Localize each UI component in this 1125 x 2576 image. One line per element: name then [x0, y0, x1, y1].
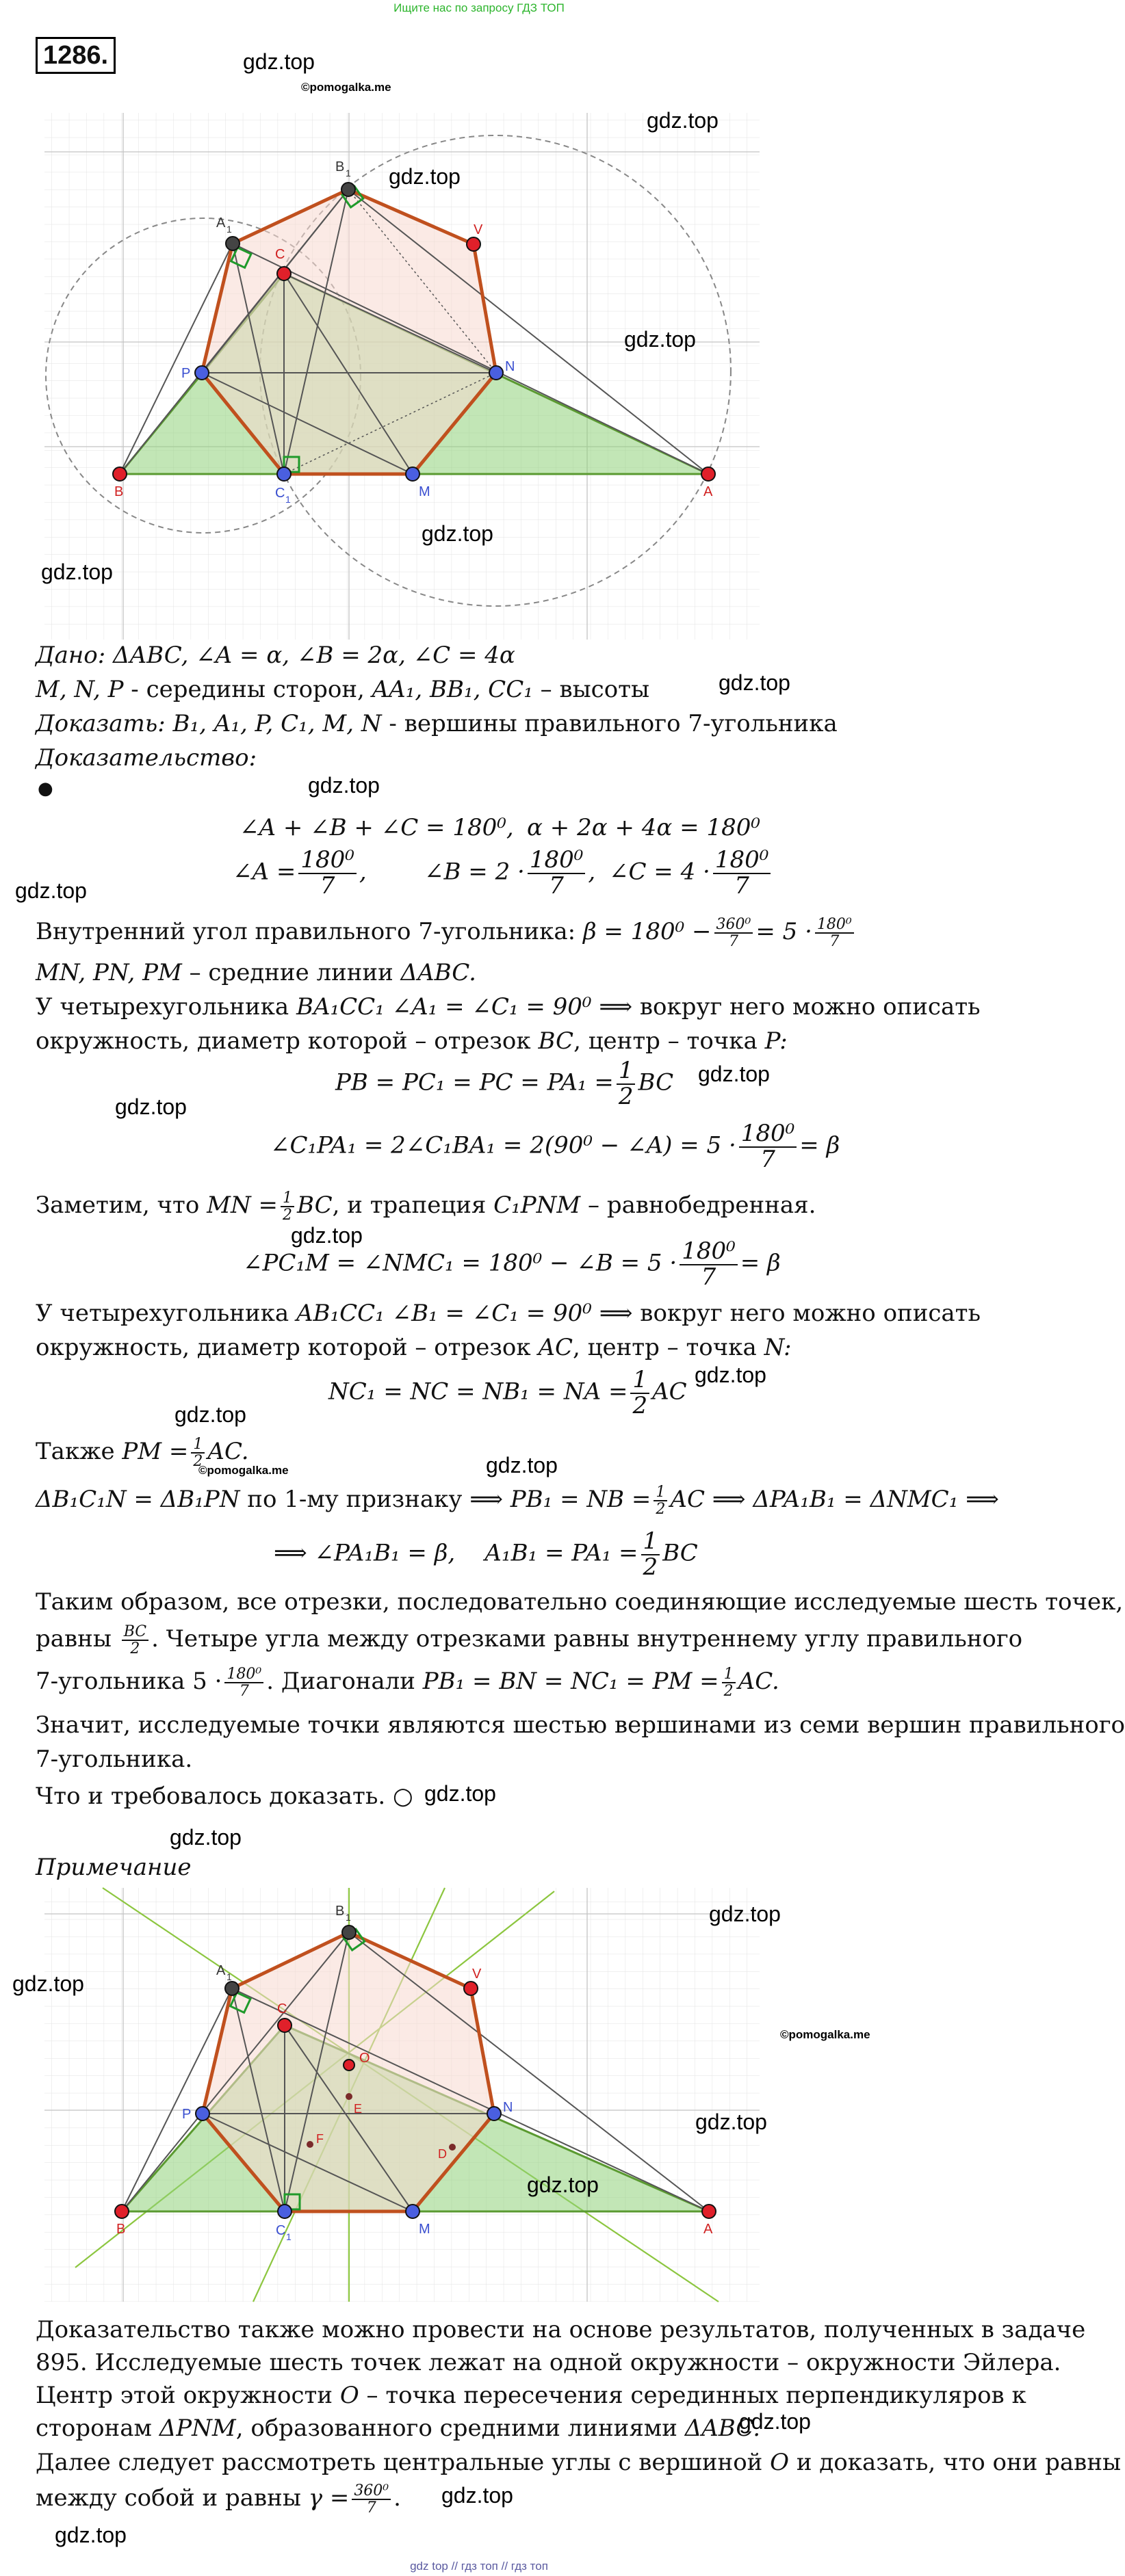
watermark-pomogalka: ©pomogalka.me [301, 81, 391, 94]
label-c1: C [275, 486, 285, 501]
label-m: M [419, 484, 430, 499]
given-line-2: M, N, P - середины сторон, AA₁, BB₁, CC₁ – высоты [36, 676, 650, 703]
svg-text:B: B [335, 1904, 345, 1919]
pb-eq: PB = PC₁ = PC = PA₁ = $\frac{1}{2}$ BC [335, 1057, 674, 1110]
final-line4: сторонам ΔPNM, образованного средними линиями ΔABC. [36, 2415, 761, 2442]
quad1-line2: окружность, диаметр которой – отрезок BC, центр – точка P: [36, 1027, 788, 1055]
svg-text:1: 1 [227, 224, 232, 235]
point-v [467, 237, 480, 251]
label-p: P [181, 366, 191, 381]
alpha-sum-eq: α + 2α + 4α = 180⁰ [527, 814, 760, 841]
watermark: gdz.top [174, 1402, 246, 1427]
svg-text:V: V [472, 1967, 482, 1982]
svg-text:1: 1 [227, 1971, 232, 1982]
watermark: gdz.top [739, 2409, 811, 2434]
pa1b1-eq: ⟹ ∠PA₁B₁ = β, A₁B₁ = PA₁ = $\frac{1}{2}$ BC [274, 1527, 698, 1581]
label-f: F [316, 2132, 324, 2146]
thus-line2: равны $\frac{BC}{2}$ . Четыре угла между отрезками равны внутреннему углу правильного [36, 1623, 1023, 1658]
given-content: : ΔABC, ∠A = α, ∠B = 2α, ∠C = 4α [97, 642, 515, 669]
label-a1: A [216, 215, 226, 231]
svg-text:1: 1 [286, 2231, 292, 2242]
final-line1: Доказательство также можно провести на основе результатов, полученных в задаче [36, 2316, 1086, 2343]
svg-text:M: M [419, 2222, 430, 2237]
point-b1 [341, 183, 355, 196]
watermark: gdz.top [389, 164, 461, 189]
conclusion-line2: 7-угольника. [36, 1746, 193, 1773]
point-n [489, 366, 503, 380]
svg-text:1: 1 [285, 494, 291, 505]
point-a [701, 467, 715, 481]
label-n: N [505, 359, 515, 374]
point-m [406, 467, 419, 481]
watermark: gdz.top [41, 560, 113, 584]
watermark: gdz.top [55, 2523, 127, 2547]
prove-line: Доказать: B₁, A₁, P, C₁, M, N - вершины правильного 7-угольника [36, 710, 838, 737]
angle-sum-eq: ∠A + ∠B + ∠C = 180⁰, [240, 814, 514, 841]
svg-text:P: P [182, 2107, 192, 2122]
triangles-line: ΔB₁C₁N = ΔB₁PN по 1-му признаку ⟹ PB₁ = NB = $\frac{1}{2}$ AC ⟹ ΔPA₁B₁ = ΔNMC₁ ⟹ [36, 1484, 999, 1519]
note-mn: Заметим, что MN = $\frac{1}{2}$ BC, и трапеция C₁PNM – равнобедренная. [36, 1190, 816, 1224]
watermark: gdz.top [15, 878, 87, 903]
angle-c-eq: ∠C = 4 · $\frac{\text{180⁰}}{7}$ [609, 848, 773, 898]
svg-text:1: 1 [346, 1912, 351, 1923]
bullet: ● [38, 778, 53, 799]
label-a: A [703, 484, 713, 499]
angle-b-eq: ∠B = 2 · $\frac{\text{180⁰}}{7}$ , [424, 846, 596, 899]
point-c [277, 267, 291, 280]
final-line5: Далее следует рассмотреть центральные углы с вершиной O и доказать, что они равны [36, 2449, 1122, 2476]
point-c1 [277, 467, 291, 481]
point-p [195, 366, 209, 380]
inner-angle-line: Внутренний угол правильного 7-угольника: β = 180⁰ − $\frac{\text{360⁰}}{7}$ = 5 · $\frac{\text{180⁰}}{7}$ [36, 917, 857, 949]
given-line [36, 640, 515, 670]
angle-a-eq: ∠A = $\frac{\text{180⁰}}{7}$ , [233, 846, 367, 899]
watermark: gdz.top [527, 2172, 599, 2197]
watermark: gdz.top [243, 49, 315, 74]
top-search-link[interactable]: Ищите нас по запросу ГДЗ ТОП [393, 1, 565, 14]
bottom-links[interactable]: gdz top // гдз топ // гдз топ [410, 2560, 548, 2573]
label-b: B [114, 484, 124, 499]
final-line2: 895. Исследуемые шесть точек лежат на одной окружности – окружности Эйлера. [36, 2349, 1061, 2376]
given-label: Дано [36, 642, 98, 669]
svg-text:C: C [276, 2223, 286, 2238]
watermark-pomogalka: ©pomogalka.me [198, 1464, 289, 1477]
watermark: gdz.top [170, 1825, 242, 1850]
point-o [344, 2060, 354, 2071]
svg-text:A: A [703, 2222, 713, 2237]
watermark: gdz.top [422, 521, 493, 546]
watermark: gdz.top [698, 1062, 770, 1086]
mid-lines: MN, PN, PM – средние линии ΔABC. [36, 959, 476, 986]
watermark: gdz.top [308, 773, 380, 798]
watermark: gdz.top [486, 1453, 558, 1477]
watermark: gdz.top [624, 327, 696, 352]
watermark: gdz.top [719, 670, 790, 695]
point-d [449, 2144, 456, 2151]
thus-line1: Таким образом, все отрезки, последовательно соединяющие исследуемые шесть точек, [36, 1588, 1124, 1616]
watermark: gdz.top [647, 108, 719, 133]
thus-line3: 7-угольника 5 · $\frac{\text{180⁰}}{7}$ . Диагонали PB₁ = BN = NC₁ = PM = $\frac{1}{2}$ AC. [36, 1666, 779, 1700]
c1pa1-eq: ∠C₁PA₁ = 2∠C₁BA₁ = 2(90⁰ − ∠A) = 5 · $\frac{\text{180⁰}}{7}$ = β [270, 1120, 840, 1173]
svg-text:1: 1 [346, 168, 351, 179]
label-e: E [354, 2102, 363, 2116]
point-a1 [226, 237, 240, 250]
problem-number: 1286. [36, 37, 116, 74]
note-label: Примечание [36, 1854, 192, 1881]
pc1m-eq: ∠PC₁M = ∠NMC₁ = 180⁰ − ∠B = 5 · $\frac{\text{180⁰}}{7}$ = β [243, 1237, 781, 1291]
svg-text:N: N [503, 2100, 513, 2115]
watermark: gdz.top [12, 1971, 84, 1996]
quad2-line2: окружность, диаметр которой – отрезок AC, центр – точка N: [36, 1334, 792, 1361]
label-c: C [275, 247, 285, 262]
qed-line: Что и требовалось доказать. ○ [36, 1783, 413, 1810]
final-line3: Центр этой окружности O – точка пересечения серединных перпендикуляров к [36, 2382, 1026, 2409]
svg-text:C: C [277, 2001, 287, 2016]
watermark: gdz.top [695, 1363, 766, 1387]
proof-label: Доказательство: [36, 744, 257, 772]
watermark-pomogalka: ©pomogalka.me [780, 2028, 870, 2041]
label-v: V [474, 222, 483, 237]
label-o: O [359, 2051, 370, 2066]
watermark: gdz.top [424, 1781, 496, 1806]
also-pm: Также PM = $\frac{1}{2}$ AC. [36, 1436, 249, 1471]
svg-text:B: B [116, 2222, 126, 2237]
watermark: gdz.top [709, 1902, 781, 1926]
point-b [113, 467, 127, 481]
watermark: gdz.top [695, 2110, 767, 2134]
svg-text:A: A [216, 1963, 226, 1978]
conclusion-line1: Значит, исследуемые точки являются шестью вершинами из семи вершин правильного [36, 1711, 1125, 1739]
nc1-eq: NC₁ = NC = NB₁ = NA = $\frac{1}{2}$ AC [328, 1366, 687, 1419]
watermark: gdz.top [115, 1094, 187, 1119]
label-d: D [438, 2147, 447, 2161]
quad2-line1: У четырехугольника AB₁CC₁ ∠B₁ = ∠C₁ = 90⁰ ⟹ вокруг него можно описать [36, 1300, 981, 1327]
point-e [346, 2093, 352, 2100]
watermark: gdz.top [441, 2483, 513, 2508]
watermark: gdz.top [291, 1223, 363, 1248]
final-line6: между собой и равны γ = $\frac{\text{360⁰}}{7}$ . [36, 2482, 401, 2517]
figure-2 [34, 1884, 766, 2305]
label-b1: B [335, 159, 345, 174]
quad1-line1: У четырехугольника BA₁CC₁ ∠A₁ = ∠C₁ = 90⁰ ⟹ вокруг него можно описать [36, 993, 981, 1021]
point-f [307, 2141, 313, 2148]
